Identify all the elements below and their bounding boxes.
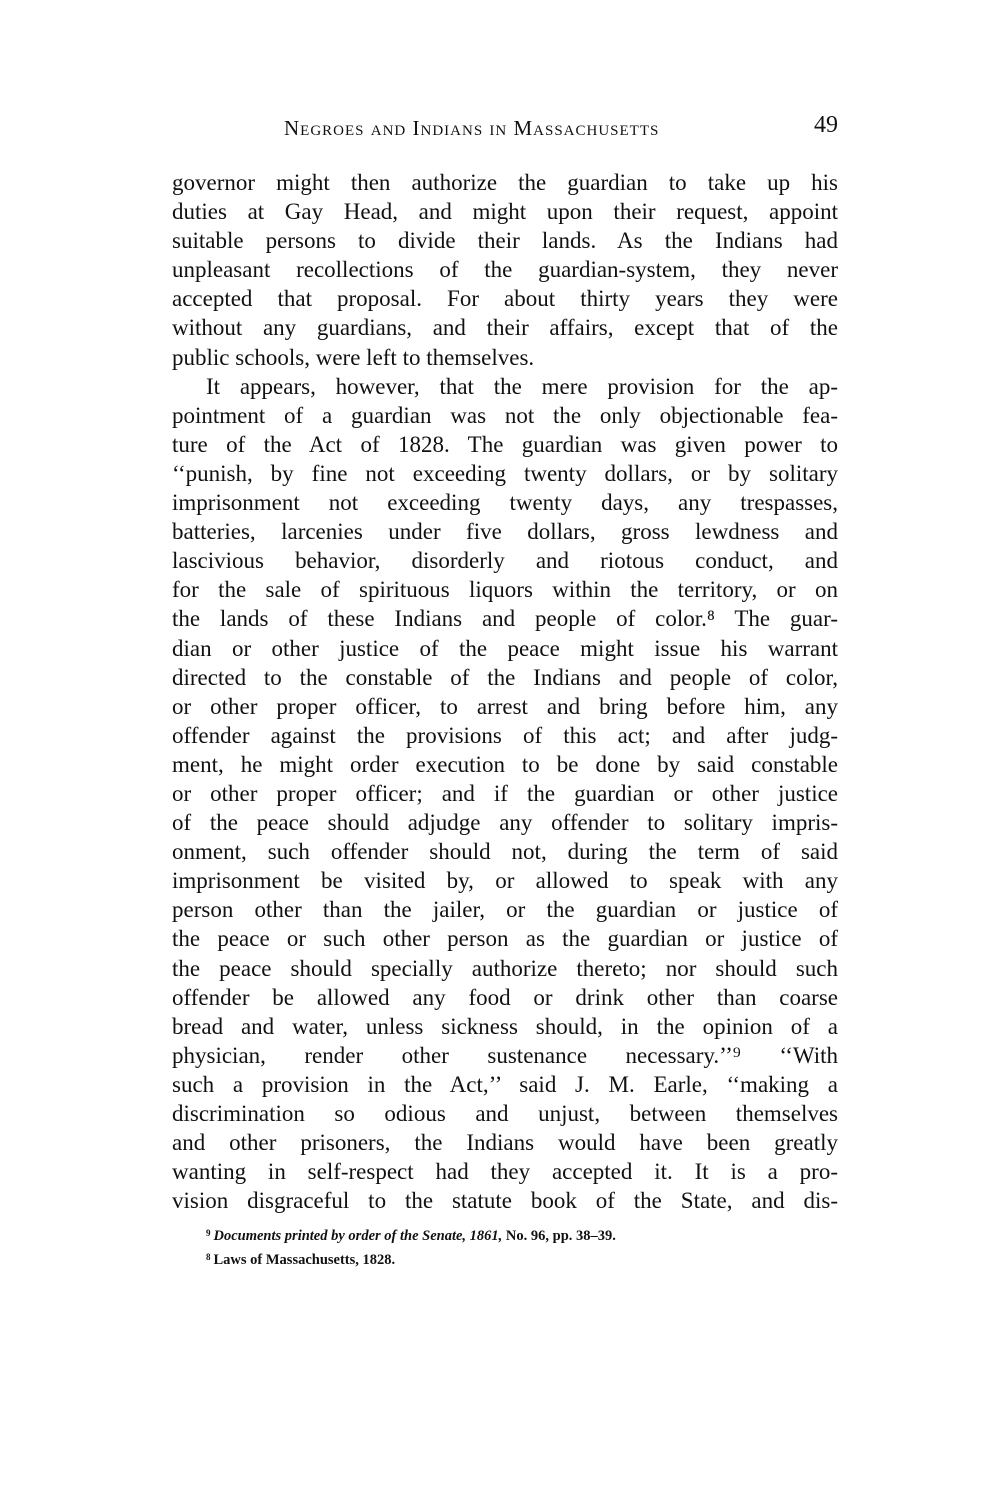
text-line: bread and water, unless sickness should, in the opinion of a [172, 1013, 838, 1039]
footnote [206, 1223, 846, 1247]
running-title: Negroes and Indians in Massachusetts [284, 116, 660, 140]
footnote-marker: 8 [206, 1252, 211, 1262]
text-line: the peace or such other person as the guardian or justice of [172, 926, 838, 952]
text-line: without any guardians, and their affairs, except that of the [172, 315, 838, 341]
text-line: ture of the Act of 1828. The guardian was given power to [172, 431, 838, 457]
text-line: lascivious behavior, disorderly and riotous conduct, and [172, 548, 838, 574]
text-line: directed to the constable of the Indians and people of color, [172, 664, 838, 690]
text-line: imprisonment be visited by, or allowed to speak with any [172, 868, 838, 894]
text-line: of the peace should adjudge any offender to solitary impris- [172, 810, 838, 836]
footnote-text: Laws of Massachusetts, 1828. [213, 1252, 396, 1268]
text-line: person other than the jailer, or the guardian or justice of [172, 897, 838, 923]
text-line: or other proper officer; and if the guardian or other justice [172, 780, 838, 806]
text-line: for the sale of spirituous liquors within the territory, or on [172, 577, 838, 603]
text-line: offender be allowed any food or drink other than coarse [172, 984, 838, 1010]
body-text [172, 168, 838, 1215]
text-line: governor might then authorize the guardian to take up his [172, 170, 838, 195]
running-head [172, 112, 838, 150]
text-line: such a provision in the Act,’’ said J. M. Earle, ‘‘making a [172, 1071, 838, 1097]
text-line: accepted that proposal. For about thirty years they were [172, 286, 838, 312]
footnote [206, 1247, 846, 1271]
text-line: onment, such offender should not, during the term of said [172, 839, 838, 865]
text-line: discrimination so odious and unjust, between themselves [172, 1101, 838, 1126]
text-line: It appears, however, that the mere provision for the ap- [206, 373, 838, 399]
text-line: unpleasant recollections of the guardian-system, they never [172, 257, 838, 283]
text-line: or other proper officer, to arrest and bring before him, any [172, 693, 838, 719]
text-line: the peace should specially authorize thereto; nor should such [172, 955, 838, 981]
text-line: pointment of a guardian was not the only objectionable fea- [172, 402, 838, 428]
footnote-italic-text: Documents printed by order of the Senate, 1861, [213, 1228, 503, 1244]
text-line: vision disgraceful to the statute book of the State, and dis- [172, 1188, 838, 1214]
text-line: offender against the provisions of this act; and after judg- [172, 722, 838, 748]
text-line: wanting in self-respect had they accepted it. It is a pro- [172, 1159, 838, 1185]
footnote-text: No. 96, pp. 38–39. [502, 1228, 616, 1244]
footnote-marker: 9 [206, 1228, 211, 1238]
text-line: physician, render other sustenance necessary.’’⁹ ‘‘With [172, 1042, 838, 1068]
page-number: 49 [814, 112, 838, 138]
footnotes [206, 1223, 846, 1271]
text-line: the lands of these Indians and people of color.⁸ The guar- [172, 606, 838, 632]
text-line: dian or other justice of the peace might issue his warrant [172, 635, 838, 661]
text-line: public schools, were left to themselves. [172, 344, 535, 370]
text-line: duties at Gay Head, and might upon their request, appoint [172, 199, 838, 225]
text-line: and other prisoners, the Indians would have been greatly [172, 1130, 838, 1156]
text-line: ment, he might order execution to be done by said constable [172, 751, 838, 777]
text-line: imprisonment not exceeding twenty days, any trespasses, [172, 490, 838, 516]
text-line: ‘‘punish, by fine not exceeding twenty dollars, or by solitary [172, 460, 838, 486]
text-line: batteries, larcenies under five dollars, gross lewdness and [172, 519, 838, 545]
text-line: suitable persons to divide their lands. As the Indians had [172, 228, 838, 254]
